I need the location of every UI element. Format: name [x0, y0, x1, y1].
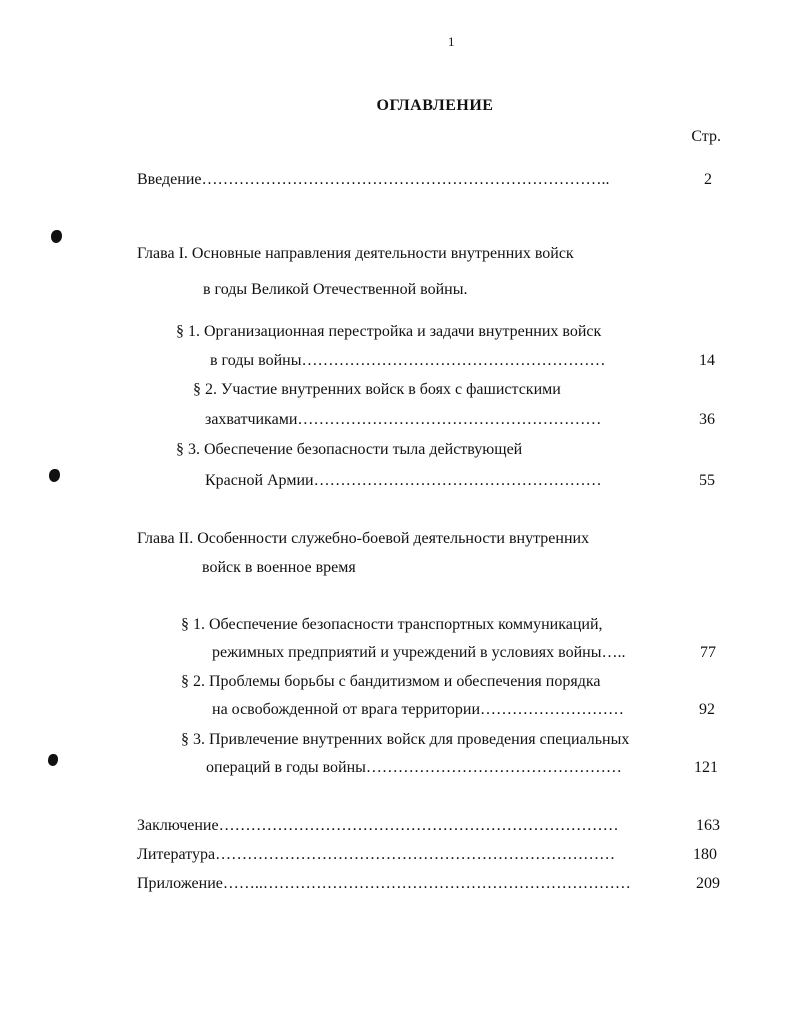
toc-ch2-section2: § 2. Проблемы борьбы с бандитизмом и обеспечения порядка — [181, 673, 601, 690]
scan-mark — [48, 754, 58, 766]
toc-ch1-section1: § 1. Организационная перестройка и задачи внутренних войск — [176, 323, 602, 340]
toc-literature: Литература………………………………………………………………… — [137, 846, 616, 863]
page-title: ОГЛАВЛЕНИЕ — [376, 97, 494, 114]
toc-appendix-page: 209 — [696, 875, 720, 892]
toc-ch2-section3-cont: операций в годы войны………………………………………… — [206, 759, 622, 776]
toc-literature-page: 180 — [693, 846, 717, 863]
toc-ch2-section1: § 1. Обеспечение безопасности транспортных коммуникаций, — [181, 616, 603, 633]
page-number: 1 — [448, 34, 455, 49]
toc-ch2-section3: § 3. Привлечение внутренних войск для проведения специальных — [181, 731, 630, 748]
toc-conclusion: Заключение………………………………………………………………… — [137, 817, 619, 834]
toc-ch1-section1-page: 14 — [699, 352, 715, 369]
toc-chapter2-title-cont: войск в военное время — [202, 559, 356, 576]
toc-chapter1-title-cont: в годы Великой Отечественной войны. — [203, 281, 468, 298]
toc-intro: Введение………………………………………………………………….. — [137, 171, 610, 188]
scan-mark — [51, 230, 62, 243]
toc-appendix: Приложение……..…………………………………………………………… — [137, 875, 631, 892]
toc-ch1-section3-cont: Красной Армии……………………………………………… — [205, 472, 602, 489]
toc-ch1-section2: § 2. Участие внутренних войск в боях с фашистскими — [193, 381, 561, 398]
toc-chapter2-title: Глава II. Особенности служебно-боевой деятельности внутренних — [137, 530, 590, 547]
toc-chapter1-title: Глава I. Основные направления деятельности внутренних войск — [137, 245, 574, 262]
toc-ch1-section2-cont: захватчиками………………………………………………… — [205, 411, 602, 428]
scan-mark — [49, 469, 60, 482]
toc-ch2-section1-page: 77 — [700, 644, 716, 661]
toc-ch1-section3-page: 55 — [699, 472, 715, 489]
toc-ch1-section1-cont: в годы войны………………………………………………… — [210, 352, 606, 369]
toc-ch2-section2-cont: на освобожденной от врага территории……………………… — [212, 701, 624, 718]
toc-ch2-section2-page: 92 — [699, 701, 715, 718]
toc-ch1-section2-page: 36 — [699, 411, 715, 428]
page-column-label: Стр. — [691, 128, 721, 145]
toc-ch1-section3: § 3. Обеспечение безопасности тыла действующей — [176, 441, 523, 458]
toc-conclusion-page: 163 — [696, 817, 720, 834]
toc-ch2-section3-page: 121 — [694, 759, 718, 776]
toc-intro-page: 2 — [704, 171, 712, 188]
toc-ch2-section1-cont: режимных предприятий и учреждений в условиях войны….. — [212, 644, 626, 661]
